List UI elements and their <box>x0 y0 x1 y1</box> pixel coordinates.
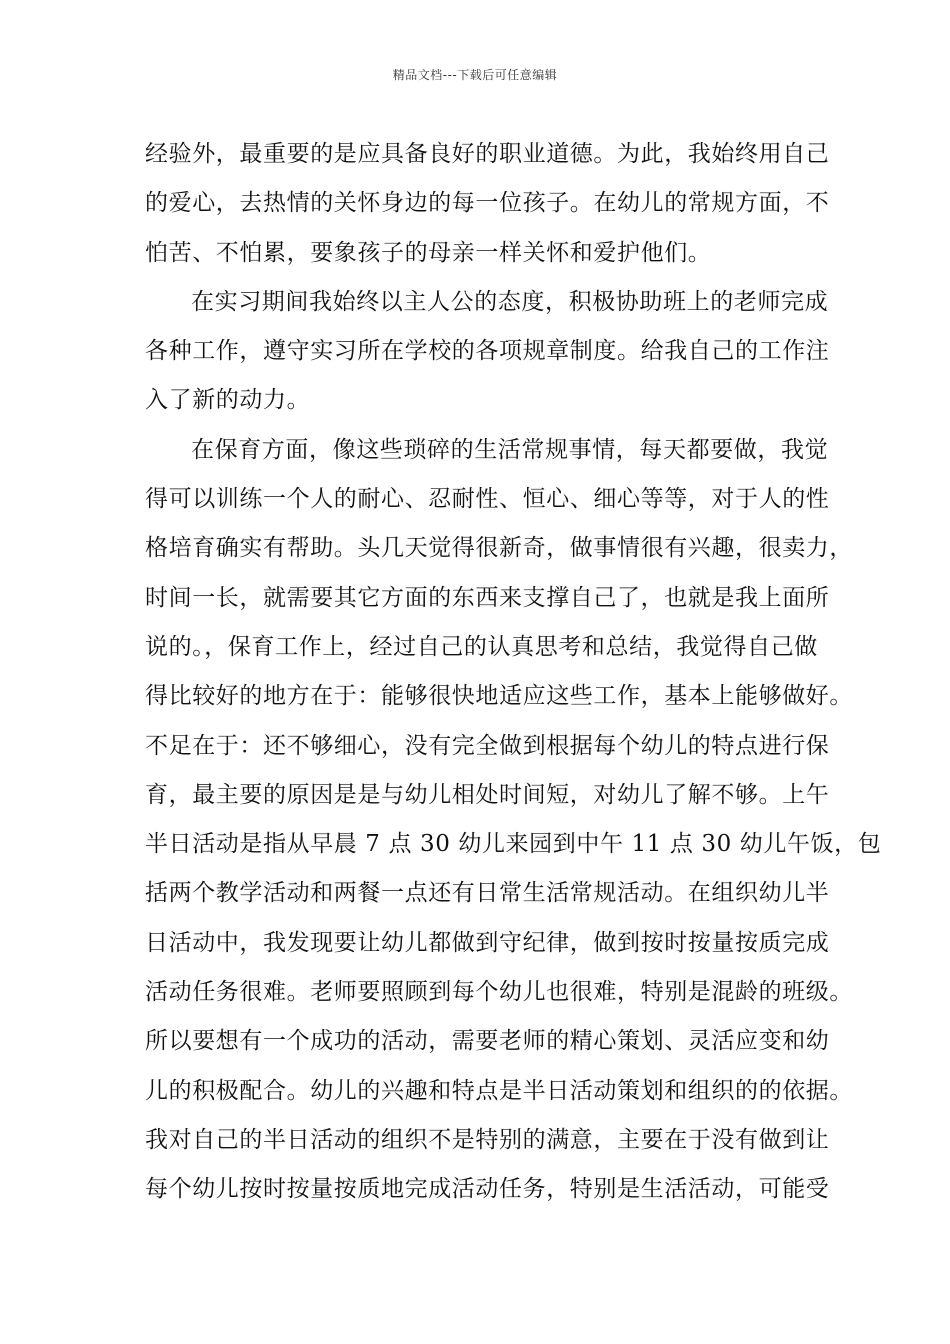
text-line: 时间一长，就需要其它方面的东西来支撑自己了，也就是我上面所 <box>145 584 830 611</box>
text-line: 说的。，保育工作上，经过自己的认真思考和总结，我觉得自己做 <box>145 633 818 660</box>
paragraph-first-line: 在保育方面，像这些琐碎的生活常规事情，每天都要做，我觉 <box>191 436 829 463</box>
page-header: 精品文档---下载后可任意编辑 <box>392 68 558 82</box>
text-line: 我对自己的半日活动的组织不是特别的满意，主要在于没有做到让 <box>145 1126 830 1153</box>
text-line: 所以要想有一个成功的活动，需要老师的精心策划、灵活应变和幼 <box>145 1028 830 1055</box>
text-line: 括两个教学活动和两餐一点还有日常生活常规活动。在组织幼儿半 <box>145 880 830 907</box>
text-line: 得比较好的地方在于：能够很快地适应这些工作，基本上能够做好。 <box>145 683 853 710</box>
text-line: 不足在于：还不够细心，没有完全做到根据每个幼儿的特点进行保 <box>145 732 830 759</box>
text-line: 怕苦、不怕累，要象孩子的母亲一样关怀和爱护他们。 <box>145 239 712 266</box>
text-line: 经验外，最重要的是应具备良好的职业道德。为此，我始终用自己 <box>145 141 830 167</box>
paragraph-first-line: 在实习期间我始终以主人公的态度，积极协助班上的老师完成 <box>191 288 829 315</box>
text-line: 各种工作，遵守实习所在学校的各项规章制度。给我自己的工作注 <box>145 338 830 365</box>
text-line: 格培育确实有帮助。头几天觉得很新奇，做事情很有兴趣，很卖力， <box>145 535 853 562</box>
text-line: 日活动中，我发现要让幼儿都做到守纪律，做到按时按量按质完成 <box>145 929 830 956</box>
body-text <box>145 130 882 1215</box>
text-line: 每个幼儿按时按量按质地完成活动任务，特别是生活活动，可能受 <box>145 1176 830 1203</box>
text-line: 育，最主要的原因是是与幼儿相处时间短，对幼儿了解不够。上午 <box>145 781 830 808</box>
text-line: 的爱心，去热情的关怀身边的每一位孩子。在幼儿的常规方面，不 <box>145 190 830 217</box>
text-line: 入了新的动力。 <box>145 387 311 414</box>
text-line: 半日活动是指从早晨 7 点 30 幼儿来园到中午 11 点 30 幼儿午饭，包 <box>145 831 882 858</box>
text-line: 儿的积极配合。幼儿的兴趣和特点是半日活动策划和组织的的依据。 <box>145 1077 853 1104</box>
text-line: 得可以训练一个人的耐心、忍耐性、恒心、细心等等，对于人的性 <box>145 486 830 513</box>
text-line: 活动任务很难。老师要照顾到每个幼儿也很难，特别是混龄的班级。 <box>145 979 853 1006</box>
